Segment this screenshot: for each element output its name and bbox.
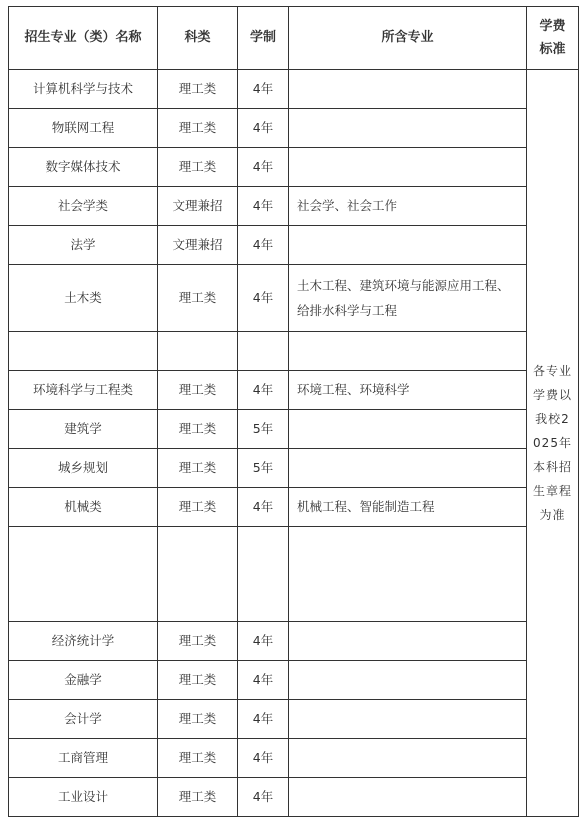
cell-included-majors: 机械工程、智能制造工程 (289, 488, 527, 527)
header-tuition-line1: 学费 (539, 18, 566, 34)
cell-major-name: 工业设计 (9, 778, 158, 817)
cell-duration: 4年 (238, 109, 289, 148)
cell-major-name: 环境科学与工程类 (9, 371, 158, 410)
table-row (9, 410, 579, 449)
cell-category: 理工类 (158, 109, 238, 148)
cell-major-name: 数字媒体技术 (9, 148, 158, 187)
cell-included-majors (289, 410, 527, 449)
cell-category (158, 527, 238, 622)
cell-included-majors: 土木工程、建筑环境与能源应用工程、给排水科学与工程 (289, 265, 527, 332)
cell-category: 理工类 (158, 449, 238, 488)
table-row (9, 527, 579, 622)
header-category: 科类 (158, 7, 238, 70)
cell-major-name: 金融学 (9, 661, 158, 700)
cell-included-majors (289, 332, 527, 371)
table-row (9, 622, 579, 661)
cell-included-majors (289, 622, 527, 661)
cell-duration: 4年 (238, 739, 289, 778)
cell-major-name: 工商管理 (9, 739, 158, 778)
majors-table (8, 6, 579, 817)
cell-included-majors (289, 148, 527, 187)
cell-category: 文理兼招 (158, 187, 238, 226)
cell-category: 理工类 (158, 700, 238, 739)
cell-major-name: 机械类 (9, 488, 158, 527)
cell-category: 理工类 (158, 265, 238, 332)
header-duration: 学制 (238, 7, 289, 70)
cell-category: 理工类 (158, 739, 238, 778)
cell-duration: 4年 (238, 622, 289, 661)
cell-duration: 4年 (238, 148, 289, 187)
cell-major-name: 计算机科学与技术 (9, 70, 158, 109)
table-row (9, 226, 579, 265)
cell-major-name (9, 332, 158, 371)
cell-duration: 5年 (238, 449, 289, 488)
cell-duration: 4年 (238, 700, 289, 739)
cell-included-majors: 社会学、社会工作 (289, 187, 527, 226)
table-row (9, 371, 579, 410)
cell-major-name: 经济统计学 (9, 622, 158, 661)
cell-category: 文理兼招 (158, 226, 238, 265)
cell-duration (238, 332, 289, 371)
cell-major-name: 物联网工程 (9, 109, 158, 148)
cell-duration: 4年 (238, 226, 289, 265)
table-row (9, 265, 579, 332)
cell-included-majors (289, 109, 527, 148)
cell-major-name (9, 527, 158, 622)
header-included-majors: 所含专业 (289, 7, 527, 70)
table-header-row (9, 7, 579, 70)
cell-category: 理工类 (158, 778, 238, 817)
cell-category: 理工类 (158, 410, 238, 449)
cell-duration: 5年 (238, 410, 289, 449)
cell-major-name: 城乡规划 (9, 449, 158, 488)
cell-included-majors (289, 739, 527, 778)
cell-duration: 4年 (238, 187, 289, 226)
cell-major-name: 土木类 (9, 265, 158, 332)
table-row (9, 109, 579, 148)
cell-category: 理工类 (158, 661, 238, 700)
table-row (9, 70, 579, 109)
cell-major-name: 会计学 (9, 700, 158, 739)
cell-included-majors (289, 226, 527, 265)
cell-duration: 4年 (238, 70, 289, 109)
cell-duration (238, 527, 289, 622)
table-row (9, 778, 579, 817)
cell-included-majors (289, 778, 527, 817)
cell-included-majors: 环境工程、环境科学 (289, 371, 527, 410)
cell-category (158, 332, 238, 371)
cell-duration: 4年 (238, 661, 289, 700)
table-row (9, 332, 579, 371)
table-row (9, 148, 579, 187)
cell-category: 理工类 (158, 488, 238, 527)
cell-duration: 4年 (238, 488, 289, 527)
cell-included-majors (289, 661, 527, 700)
cell-major-name: 法学 (9, 226, 158, 265)
cell-duration: 4年 (238, 371, 289, 410)
header-tuition-line2: 标准 (539, 42, 566, 57)
header-tuition-standard (527, 7, 579, 70)
cell-category: 理工类 (158, 622, 238, 661)
table-row (9, 488, 579, 527)
cell-major-name: 建筑学 (9, 410, 158, 449)
cell-included-majors (289, 527, 527, 622)
tuition-note-text: 各专业学费以我校2025年本科招生章程为准 (532, 364, 572, 522)
table-row (9, 739, 579, 778)
cell-major-name: 社会学类 (9, 187, 158, 226)
table-row (9, 449, 579, 488)
cell-category: 理工类 (158, 148, 238, 187)
table-row (9, 700, 579, 739)
cell-included-majors (289, 70, 527, 109)
cell-duration: 4年 (238, 265, 289, 332)
cell-tuition-note (527, 70, 579, 817)
table-row (9, 187, 579, 226)
cell-included-majors (289, 449, 527, 488)
table-row (9, 661, 579, 700)
cell-duration: 4年 (238, 778, 289, 817)
cell-category: 理工类 (158, 70, 238, 109)
header-major-name: 招生专业（类）名称 (9, 7, 158, 70)
cell-included-majors (289, 700, 527, 739)
cell-category: 理工类 (158, 371, 238, 410)
